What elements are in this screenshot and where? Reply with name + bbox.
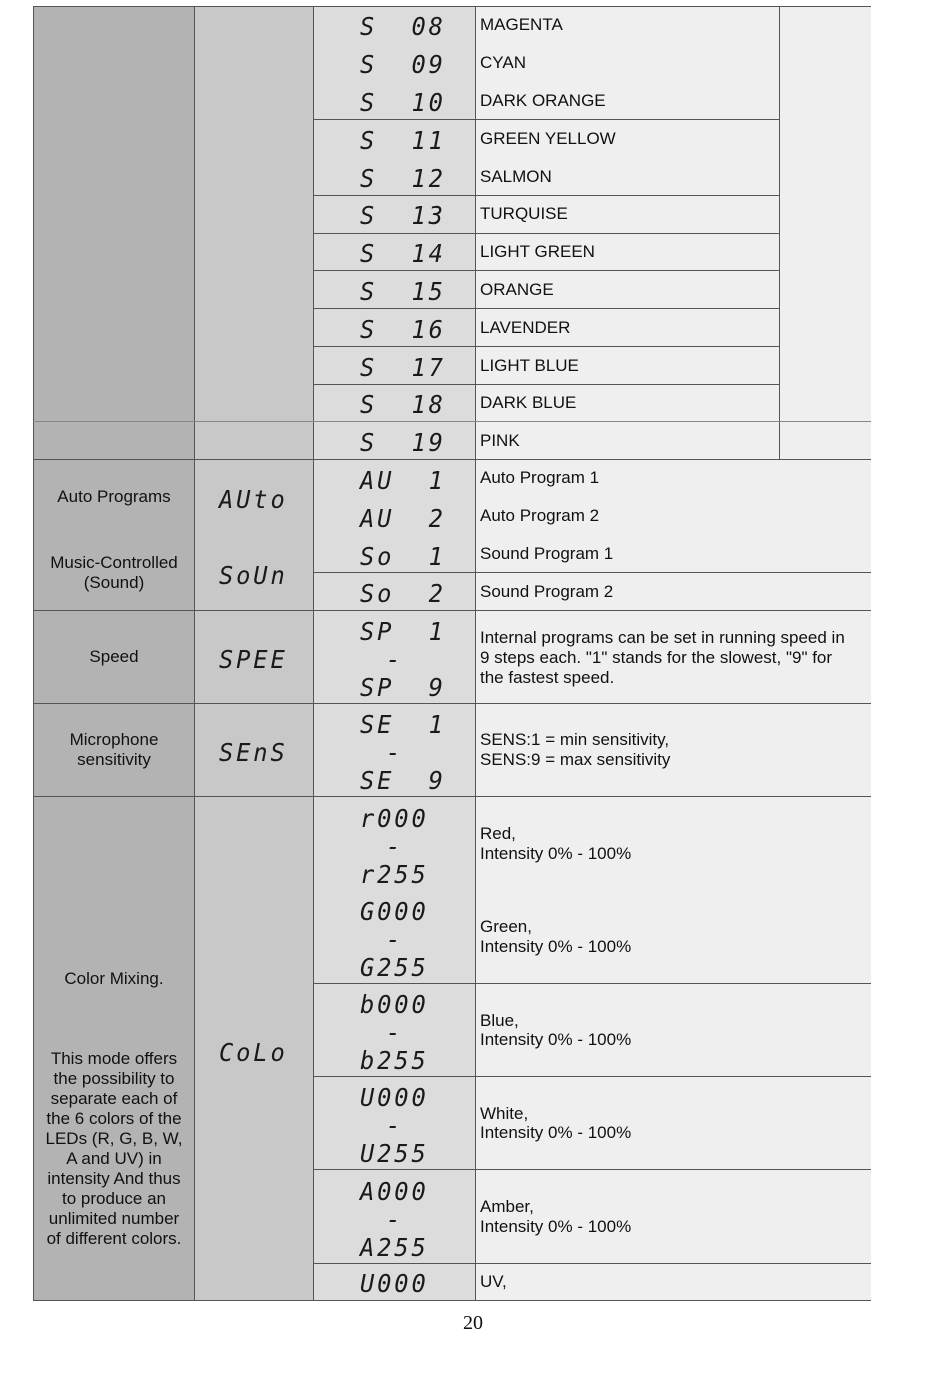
code-dash: - bbox=[386, 832, 404, 861]
code-s08: S 08 bbox=[360, 12, 446, 41]
display-auto: AUto bbox=[219, 485, 288, 514]
function-microphone: Microphone bbox=[69, 730, 159, 749]
code-so1: So 1 bbox=[360, 542, 446, 571]
row-sep bbox=[313, 384, 780, 385]
label-pink: PINK bbox=[480, 431, 520, 450]
code-r255: r255 bbox=[360, 860, 429, 889]
speed-desc-line-1: Internal programs can be set in running speed in bbox=[480, 628, 845, 647]
row-sep bbox=[313, 572, 871, 573]
label-dark-orange: DARK ORANGE bbox=[480, 91, 606, 110]
code-u000: U000 bbox=[360, 1083, 429, 1112]
label-green-intensity: Intensity 0% - 100% bbox=[480, 937, 632, 956]
function-auto-programs: Auto Programs bbox=[57, 487, 171, 506]
display-cell-top bbox=[195, 6, 314, 459]
label-red: Red, bbox=[480, 824, 516, 843]
label-red-intensity: Intensity 0% - 100% bbox=[480, 844, 632, 863]
code-s14: S 14 bbox=[360, 239, 446, 268]
row-sep bbox=[313, 308, 780, 309]
code-s15: S 15 bbox=[360, 277, 446, 306]
label-blue: Blue, bbox=[480, 1011, 519, 1030]
code-sp1: SP 1 bbox=[360, 617, 446, 646]
code-dash: - bbox=[386, 1205, 404, 1234]
label-sound-program-1: Sound Program 1 bbox=[480, 544, 614, 563]
code-s16: S 16 bbox=[360, 315, 446, 344]
color-note-line-8: to produce an bbox=[62, 1189, 166, 1208]
row-sep bbox=[33, 421, 871, 422]
col-divider-2 bbox=[313, 6, 314, 1301]
extra-column-top bbox=[780, 6, 871, 459]
color-note-line-1: This mode offers bbox=[50, 1049, 178, 1068]
display-colo: CoLo bbox=[219, 1038, 288, 1067]
color-note-line-5: LEDs (R, G, B, W, bbox=[45, 1129, 183, 1148]
code-s19: S 19 bbox=[360, 428, 446, 457]
code-au2: AU 2 bbox=[360, 504, 446, 533]
label-white: White, bbox=[480, 1104, 529, 1123]
color-note-line-6: A and UV) in bbox=[66, 1149, 162, 1168]
row-sep bbox=[313, 1076, 871, 1077]
color-note-line-9: unlimited number bbox=[48, 1209, 180, 1228]
display-spee: SPEE bbox=[219, 645, 288, 674]
code-so2: So 2 bbox=[360, 579, 446, 608]
label-white-intensity: Intensity 0% - 100% bbox=[480, 1123, 632, 1142]
code-g000: G000 bbox=[360, 897, 429, 926]
code-s09: S 09 bbox=[360, 50, 446, 79]
color-note-line-2: the possibility to bbox=[53, 1069, 175, 1088]
section-sep bbox=[33, 796, 871, 797]
code-uv000: U000 bbox=[360, 1269, 429, 1298]
function-color-mixing: Color Mixing. bbox=[64, 969, 164, 988]
speed-desc-line-3: the fastest speed. bbox=[480, 668, 615, 687]
code-dash: - bbox=[386, 925, 404, 954]
display-sens: SEnS bbox=[219, 738, 288, 767]
function-music-controlled: Music-Controlled bbox=[50, 553, 178, 572]
label-blue-intensity: Intensity 0% - 100% bbox=[480, 1030, 632, 1049]
code-s10: S 10 bbox=[360, 88, 446, 117]
code-s12: S 12 bbox=[360, 164, 446, 193]
code-s11: S 11 bbox=[360, 126, 446, 155]
label-light-blue: LIGHT BLUE bbox=[480, 356, 579, 375]
row-sep bbox=[313, 1169, 871, 1170]
code-sp9: SP 9 bbox=[360, 673, 446, 702]
code-s18: S 18 bbox=[360, 390, 446, 419]
speed-desc-line-2: 9 steps each. "1" stands for the slowest, "9" for bbox=[480, 648, 833, 667]
function-speed: Speed bbox=[89, 647, 139, 666]
row-sep bbox=[313, 119, 780, 120]
color-note-line-3: separate each of bbox=[50, 1089, 178, 1108]
col-divider-3 bbox=[475, 6, 476, 1301]
section-sep bbox=[33, 703, 871, 704]
label-turquise: TURQUISE bbox=[480, 204, 568, 223]
label-green-yellow: GREEN YELLOW bbox=[480, 129, 616, 148]
function-sound-paren: (Sound) bbox=[83, 573, 145, 592]
code-r000: r000 bbox=[360, 804, 429, 833]
code-b000: b000 bbox=[360, 990, 429, 1019]
code-dash: - bbox=[386, 1111, 404, 1140]
label-sound-program-2: Sound Program 2 bbox=[480, 582, 614, 601]
row-sep bbox=[313, 270, 780, 271]
label-amber: Amber, bbox=[480, 1197, 534, 1216]
label-light-green: LIGHT GREEN bbox=[480, 242, 595, 261]
sens-desc-line-1: SENS:1 = min sensitivity, bbox=[480, 730, 670, 749]
label-salmon: SALMON bbox=[480, 167, 552, 186]
label-cyan: CYAN bbox=[480, 53, 526, 72]
code-se1: SE 1 bbox=[360, 710, 446, 739]
label-orange: ORANGE bbox=[480, 280, 554, 299]
table-top-border bbox=[33, 6, 871, 7]
code-a000: A000 bbox=[360, 1177, 429, 1206]
code-se9: SE 9 bbox=[360, 766, 446, 795]
display-soun: SoUn bbox=[219, 561, 288, 590]
code-a255: A255 bbox=[360, 1233, 429, 1262]
color-note-line-10: of different colors. bbox=[46, 1229, 182, 1248]
code-b255: b255 bbox=[360, 1046, 429, 1075]
color-note-line-7: intensity And thus bbox=[47, 1169, 181, 1188]
code-s17: S 17 bbox=[360, 353, 446, 382]
label-green: Green, bbox=[480, 917, 532, 936]
row-sep bbox=[313, 1263, 871, 1264]
code-dash: - bbox=[386, 1018, 404, 1047]
row-sep bbox=[313, 233, 780, 234]
code-au1: AU 1 bbox=[360, 466, 446, 495]
code-dash: - bbox=[386, 645, 404, 674]
label-uv: UV, bbox=[480, 1272, 507, 1291]
color-note-line-4: the 6 colors of the bbox=[46, 1109, 182, 1128]
table-bottom-border bbox=[33, 1300, 871, 1301]
label-magenta: MAGENTA bbox=[480, 15, 563, 34]
function-cell-top bbox=[33, 6, 195, 459]
row-sep bbox=[313, 195, 780, 196]
label-lavender: LAVENDER bbox=[480, 318, 571, 337]
page-number: 20 bbox=[463, 1312, 483, 1334]
label-dark-blue: DARK BLUE bbox=[480, 393, 577, 412]
section-sep bbox=[33, 459, 871, 460]
label-auto-program-2: Auto Program 2 bbox=[480, 506, 600, 525]
code-dash: - bbox=[386, 738, 404, 767]
section-sep bbox=[33, 610, 871, 611]
sens-desc-line-2: SENS:9 = max sensitivity bbox=[480, 750, 671, 769]
code-u255: U255 bbox=[360, 1139, 429, 1168]
function-sensitivity: sensitivity bbox=[77, 750, 151, 769]
row-sep bbox=[313, 983, 871, 984]
code-g255: G255 bbox=[360, 953, 429, 982]
row-sep bbox=[313, 346, 780, 347]
code-s13: S 13 bbox=[360, 201, 446, 230]
label-amber-intensity: Intensity 0% - 100% bbox=[480, 1217, 632, 1236]
label-auto-program-1: Auto Program 1 bbox=[480, 468, 600, 487]
